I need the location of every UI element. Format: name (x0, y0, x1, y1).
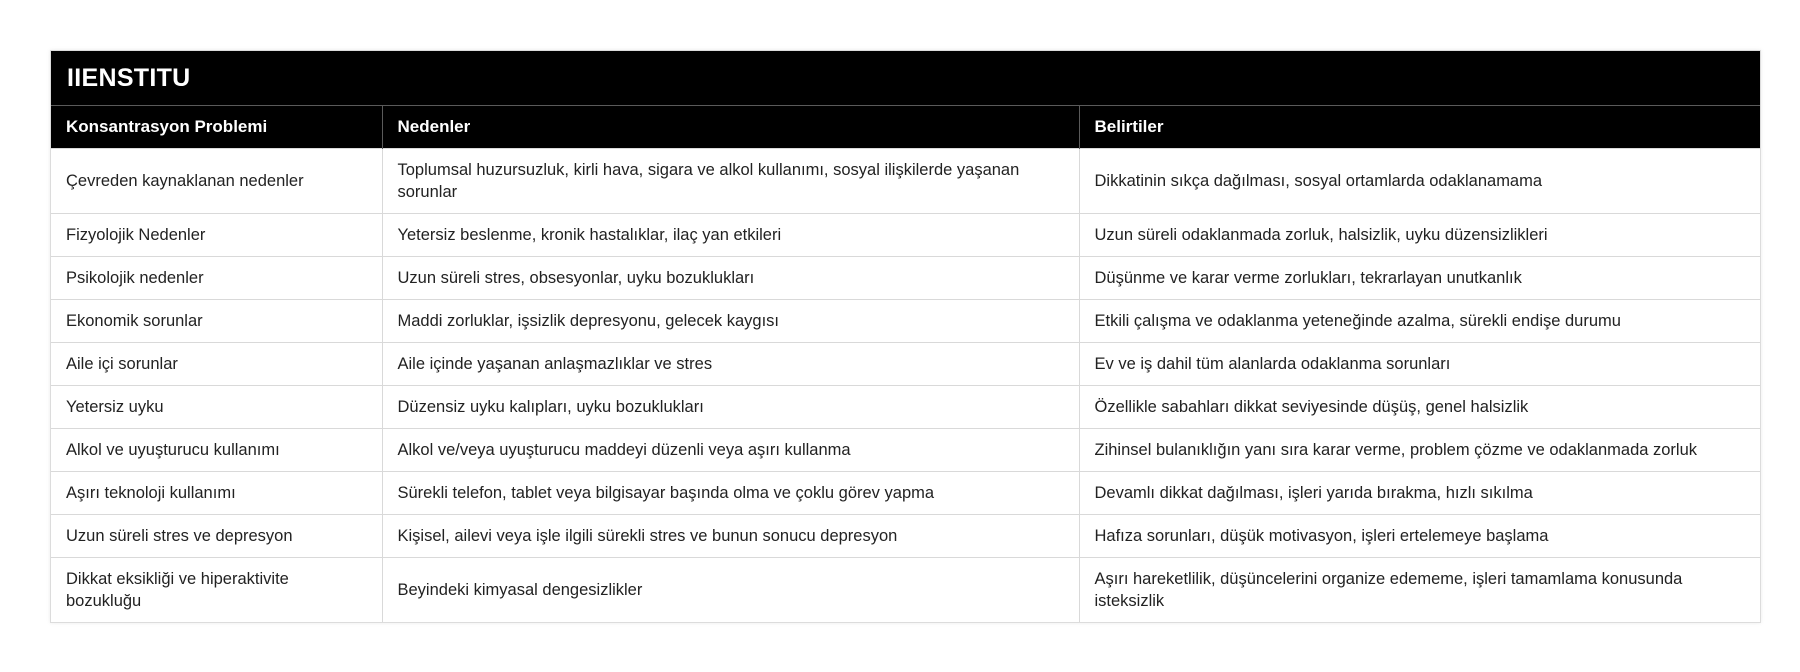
data-table-card (50, 50, 1761, 623)
problem-cell: Yetersiz uyku (51, 386, 382, 429)
problem-cell: Aşırı teknoloji kullanımı (51, 472, 382, 515)
problem-cell: Alkol ve uyuşturucu kullanımı (51, 429, 382, 472)
cause-cell: Yetersiz beslenme, kronik hastalıklar, ilaç yan etkileri (382, 214, 1079, 257)
table-header-row (51, 106, 1760, 149)
cause-cell: Düzensiz uyku kalıpları, uyku bozuklukları (382, 386, 1079, 429)
table-row (51, 515, 1760, 558)
symptom-cell: Hafıza sorunları, düşük motivasyon, işleri ertelemeye başlama (1079, 515, 1760, 558)
table-row (51, 429, 1760, 472)
table-row (51, 472, 1760, 515)
header-konsantrasyon-problemi: Konsantrasyon Problemi (51, 106, 382, 149)
table-row (51, 300, 1760, 343)
symptom-cell: Aşırı hareketlilik, düşüncelerini organize edememe, işleri tamamlama konusunda isteksizlik (1079, 558, 1760, 623)
table-row (51, 214, 1760, 257)
table-row (51, 343, 1760, 386)
problem-cell: Psikolojik nedenler (51, 257, 382, 300)
cause-cell: Alkol ve/veya uyuşturucu maddeyi düzenli veya aşırı kullanma (382, 429, 1079, 472)
symptom-cell: Etkili çalışma ve odaklanma yeteneğinde azalma, sürekli endişe durumu (1079, 300, 1760, 343)
table-title: IIENSTITU (51, 51, 1760, 106)
cause-cell: Toplumsal huzursuzluk, kirli hava, sigara ve alkol kullanımı, sosyal ilişkilerde yaşanan sorunlar (382, 149, 1079, 214)
table-row (51, 149, 1760, 214)
table-row (51, 257, 1760, 300)
cause-cell: Maddi zorluklar, işsizlik depresyonu, gelecek kaygısı (382, 300, 1079, 343)
symptom-cell: Dikkatinin sıkça dağılması, sosyal ortamlarda odaklanamama (1079, 149, 1760, 214)
data-table (51, 106, 1760, 622)
symptom-cell: Ev ve iş dahil tüm alanlarda odaklanma sorunları (1079, 343, 1760, 386)
table-row (51, 558, 1760, 623)
cause-cell: Uzun süreli stres, obsesyonlar, uyku bozuklukları (382, 257, 1079, 300)
symptom-cell: Devamlı dikkat dağılması, işleri yarıda bırakma, hızlı sıkılma (1079, 472, 1760, 515)
header-nedenler: Nedenler (382, 106, 1079, 149)
problem-cell: Uzun süreli stres ve depresyon (51, 515, 382, 558)
cause-cell: Kişisel, ailevi veya işle ilgili sürekli stres ve bunun sonucu depresyon (382, 515, 1079, 558)
cause-cell: Aile içinde yaşanan anlaşmazlıklar ve stres (382, 343, 1079, 386)
symptom-cell: Özellikle sabahları dikkat seviyesinde düşüş, genel halsizlik (1079, 386, 1760, 429)
cause-cell: Beyindeki kimyasal dengesizlikler (382, 558, 1079, 623)
problem-cell: Dikkat eksikliği ve hiperaktivite bozukluğu (51, 558, 382, 623)
problem-cell: Aile içi sorunlar (51, 343, 382, 386)
symptom-cell: Düşünme ve karar verme zorlukları, tekrarlayan unutkanlık (1079, 257, 1760, 300)
cause-cell: Sürekli telefon, tablet veya bilgisayar başında olma ve çoklu görev yapma (382, 472, 1079, 515)
table-row (51, 386, 1760, 429)
problem-cell: Çevreden kaynaklanan nedenler (51, 149, 382, 214)
problem-cell: Ekonomik sorunlar (51, 300, 382, 343)
symptom-cell: Uzun süreli odaklanmada zorluk, halsizlik, uyku düzensizlikleri (1079, 214, 1760, 257)
symptom-cell: Zihinsel bulanıklığın yanı sıra karar verme, problem çözme ve odaklanmada zorluk (1079, 429, 1760, 472)
header-belirtiler: Belirtiler (1079, 106, 1760, 149)
problem-cell: Fizyolojik Nedenler (51, 214, 382, 257)
